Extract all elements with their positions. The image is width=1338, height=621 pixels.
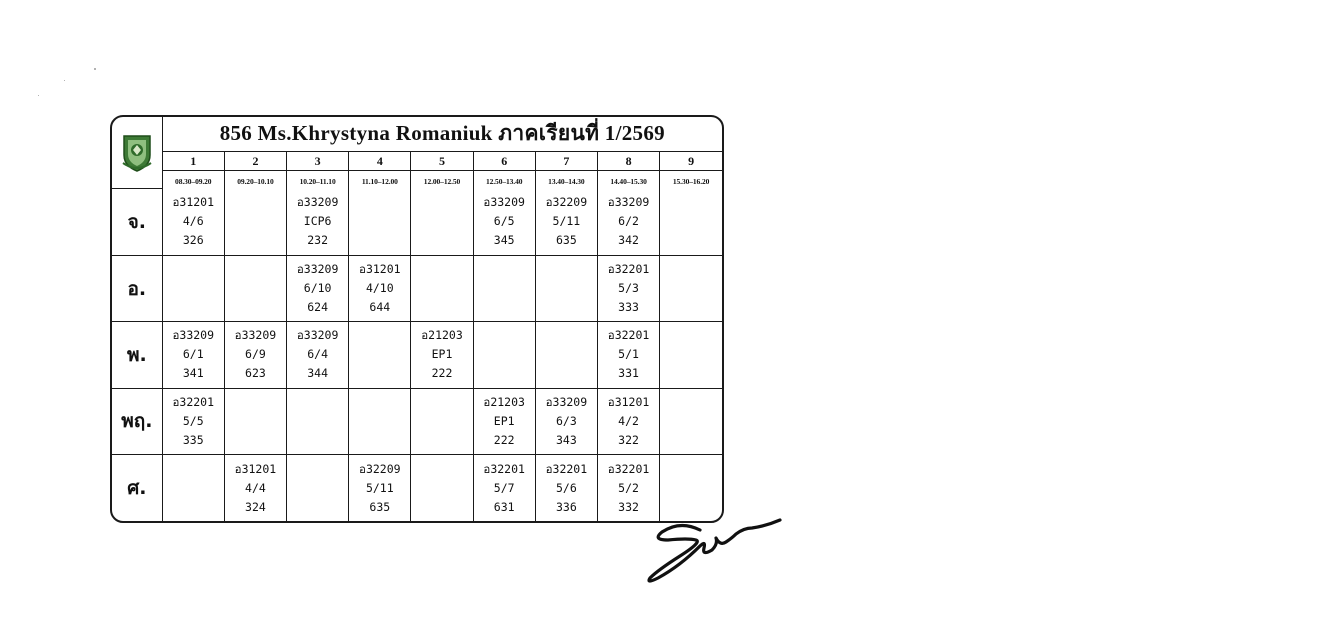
period-time-text: 12.00–12.50 bbox=[423, 176, 461, 186]
day-row bbox=[112, 388, 722, 454]
period-time-text: 13.40–14.30 bbox=[548, 176, 585, 186]
period-number bbox=[535, 151, 597, 170]
period-time-text: 11.10–12.00 bbox=[361, 176, 398, 186]
course-code: อ33209 bbox=[296, 262, 339, 277]
class-group: 6/9 bbox=[245, 347, 266, 362]
room-number: 333 bbox=[618, 300, 639, 315]
course-code: อ32201 bbox=[483, 461, 525, 476]
period-time-text: 14.40–15.30 bbox=[610, 176, 647, 186]
period-time-text: 12.50–13.40 bbox=[485, 176, 523, 186]
room-number: 232 bbox=[307, 233, 329, 248]
room-number: 324 bbox=[245, 499, 266, 514]
schedule-cell bbox=[349, 388, 411, 454]
schedule-cell bbox=[473, 388, 535, 454]
schedule-cell bbox=[162, 189, 224, 255]
timetable bbox=[110, 115, 724, 523]
class-group: 6/10 bbox=[303, 281, 332, 296]
day-label-cell bbox=[112, 322, 162, 388]
schedule-cell bbox=[162, 255, 224, 321]
period-number bbox=[287, 151, 349, 170]
schedule-cell bbox=[660, 388, 722, 454]
room-number: 344 bbox=[307, 366, 329, 381]
period-number-text: 5 bbox=[439, 153, 445, 168]
course-code: อ33209 bbox=[172, 328, 215, 343]
schedule-cell bbox=[349, 455, 411, 521]
schedule-cell bbox=[411, 189, 473, 255]
period-number bbox=[597, 151, 659, 170]
room-number: 335 bbox=[182, 432, 204, 447]
schedule-cell bbox=[535, 189, 597, 255]
schedule-cell bbox=[411, 388, 473, 454]
class-group: 4/2 bbox=[618, 413, 639, 428]
schedule-cell bbox=[473, 455, 535, 521]
title-cell bbox=[162, 117, 722, 151]
class-group: 5/2 bbox=[618, 480, 639, 495]
room-number: 222 bbox=[431, 366, 453, 381]
course-code: อ32201 bbox=[607, 461, 650, 476]
class-group: 6/4 bbox=[307, 347, 329, 362]
handwritten-signature-icon bbox=[640, 510, 785, 585]
timetable-grid bbox=[112, 117, 722, 521]
day-label-cell bbox=[112, 455, 162, 521]
room-number: 222 bbox=[493, 432, 515, 447]
course-code: อ33209 bbox=[607, 195, 650, 210]
period-time bbox=[224, 170, 286, 189]
period-time bbox=[660, 170, 722, 189]
class-group: EP1 bbox=[493, 413, 515, 428]
period-number-text: 1 bbox=[190, 153, 197, 168]
day-row bbox=[112, 455, 722, 521]
schedule-cell bbox=[597, 322, 659, 388]
period-time bbox=[162, 170, 224, 189]
room-number: 635 bbox=[369, 499, 391, 514]
schedule-cell bbox=[473, 255, 535, 321]
class-group: 6/2 bbox=[618, 214, 639, 229]
course-code: อ31201 bbox=[607, 394, 650, 409]
room-number: 635 bbox=[555, 233, 577, 248]
schedule-cell bbox=[224, 189, 286, 255]
room-number: 322 bbox=[618, 432, 639, 447]
period-time bbox=[411, 170, 473, 189]
course-code: อ33209 bbox=[483, 195, 525, 210]
course-code: อ32209 bbox=[545, 195, 588, 210]
course-code: อ32201 bbox=[545, 461, 588, 476]
schedule-cell bbox=[660, 189, 722, 255]
period-number-text: 7 bbox=[563, 153, 570, 168]
room-number: 345 bbox=[493, 233, 515, 248]
class-group: 4/10 bbox=[365, 281, 394, 296]
schedule-cell bbox=[162, 322, 224, 388]
period-number bbox=[162, 151, 224, 170]
room-number: 644 bbox=[369, 300, 391, 315]
period-time-text: 15.30–16.20 bbox=[672, 176, 710, 186]
class-group: 6/3 bbox=[555, 413, 577, 428]
period-time bbox=[597, 170, 659, 189]
class-group: 5/5 bbox=[182, 413, 204, 428]
period-time-text: 08.30–09.20 bbox=[175, 176, 212, 186]
class-group: 4/4 bbox=[245, 480, 266, 495]
period-time bbox=[287, 170, 349, 189]
period-number-text: 3 bbox=[314, 153, 321, 168]
scan-speck bbox=[38, 95, 39, 96]
day-label-cell bbox=[112, 388, 162, 454]
day-row bbox=[112, 322, 722, 388]
class-group: EP1 bbox=[431, 347, 453, 362]
day-label: พฤ. bbox=[121, 410, 153, 433]
period-number-text: 6 bbox=[501, 153, 508, 168]
course-code: อ33209 bbox=[296, 328, 339, 343]
schedule-cell bbox=[287, 455, 349, 521]
schedule-cell bbox=[535, 255, 597, 321]
schedule-cell bbox=[162, 388, 224, 454]
class-group: 5/3 bbox=[618, 281, 639, 296]
course-code: อ31201 bbox=[172, 195, 215, 210]
course-code: อ33209 bbox=[234, 328, 277, 343]
schedule-cell bbox=[535, 322, 597, 388]
schedule-cell bbox=[224, 455, 286, 521]
class-group: 5/6 bbox=[555, 480, 577, 495]
schedule-cell bbox=[224, 322, 286, 388]
period-time bbox=[473, 170, 535, 189]
room-number: 331 bbox=[618, 366, 639, 381]
period-number bbox=[660, 151, 722, 170]
course-code: อ21203 bbox=[421, 328, 463, 343]
period-number bbox=[224, 151, 286, 170]
class-group: 6/1 bbox=[182, 347, 204, 362]
course-code: อ33209 bbox=[545, 394, 588, 409]
schedule-cell bbox=[473, 189, 535, 255]
day-label-cell bbox=[112, 255, 162, 321]
room-number: 342 bbox=[618, 233, 639, 248]
schedule-cell bbox=[660, 255, 722, 321]
course-code: อ31201 bbox=[359, 262, 401, 277]
course-code: อ33209 bbox=[296, 195, 339, 210]
course-code: อ32201 bbox=[607, 328, 650, 343]
scan-speck bbox=[94, 68, 96, 70]
class-group: 5/11 bbox=[552, 214, 581, 229]
schedule-cell bbox=[287, 388, 349, 454]
period-time-text: 10.20–11.10 bbox=[299, 176, 336, 186]
schedule-cell bbox=[597, 388, 659, 454]
room-number: 623 bbox=[245, 366, 266, 381]
day-row bbox=[112, 255, 722, 321]
day-label-cell bbox=[112, 189, 162, 255]
room-number: 624 bbox=[307, 300, 329, 315]
day-label: พ. bbox=[126, 343, 147, 366]
class-group: ICP6 bbox=[303, 214, 332, 229]
room-number: 343 bbox=[555, 432, 577, 447]
period-number-row bbox=[112, 151, 722, 170]
schedule-cell bbox=[597, 189, 659, 255]
period-number bbox=[411, 151, 473, 170]
schedule-cell bbox=[535, 388, 597, 454]
schedule-cell bbox=[287, 189, 349, 255]
schedule-cell bbox=[473, 322, 535, 388]
period-number-text: 2 bbox=[252, 153, 259, 168]
period-number bbox=[349, 151, 411, 170]
scan-speck bbox=[64, 80, 65, 81]
room-number: 326 bbox=[182, 233, 204, 248]
logo-cell bbox=[112, 117, 162, 189]
class-group: 4/6 bbox=[182, 214, 204, 229]
schedule-cell bbox=[287, 322, 349, 388]
class-group: 6/5 bbox=[493, 214, 515, 229]
class-group: 5/7 bbox=[493, 480, 515, 495]
course-code: อ32201 bbox=[607, 262, 650, 277]
period-number bbox=[473, 151, 535, 170]
schedule-cell bbox=[349, 255, 411, 321]
class-group: 5/1 bbox=[618, 347, 639, 362]
school-emblem-icon bbox=[120, 133, 154, 173]
course-code: อ32209 bbox=[359, 461, 401, 476]
period-number-text: 9 bbox=[688, 153, 695, 168]
period-time bbox=[349, 170, 411, 189]
day-label: จ. bbox=[127, 211, 146, 234]
day-row bbox=[112, 189, 722, 255]
period-time-row bbox=[112, 170, 722, 189]
day-label: ศ. bbox=[127, 477, 147, 500]
schedule-cell bbox=[411, 322, 473, 388]
day-label: อ. bbox=[127, 277, 147, 300]
room-number: 341 bbox=[182, 366, 204, 381]
schedule-cell bbox=[287, 255, 349, 321]
schedule-cell bbox=[349, 189, 411, 255]
schedule-cell bbox=[660, 322, 722, 388]
schedule-cell bbox=[411, 455, 473, 521]
period-time-text: 09.20–10.10 bbox=[237, 176, 274, 186]
period-number-text: 8 bbox=[625, 153, 632, 168]
schedule-cell bbox=[162, 455, 224, 521]
period-number-text: 4 bbox=[376, 153, 383, 168]
page-title: 856 Ms.Khrystyna Romaniuk ภาคเรียนที่ 1/2569 bbox=[219, 121, 665, 146]
schedule-cell bbox=[224, 255, 286, 321]
schedule-cell bbox=[349, 322, 411, 388]
course-code: อ32201 bbox=[172, 394, 215, 409]
room-number: 631 bbox=[493, 499, 515, 514]
class-group: 5/11 bbox=[365, 480, 394, 495]
room-number: 336 bbox=[555, 499, 577, 514]
course-code: อ21203 bbox=[483, 394, 525, 409]
room-number: 332 bbox=[618, 499, 639, 514]
schedule-cell bbox=[224, 388, 286, 454]
schedule-cell bbox=[597, 255, 659, 321]
schedule-cell bbox=[411, 255, 473, 321]
period-time bbox=[535, 170, 597, 189]
schedule-cell bbox=[535, 455, 597, 521]
course-code: อ31201 bbox=[234, 461, 277, 476]
